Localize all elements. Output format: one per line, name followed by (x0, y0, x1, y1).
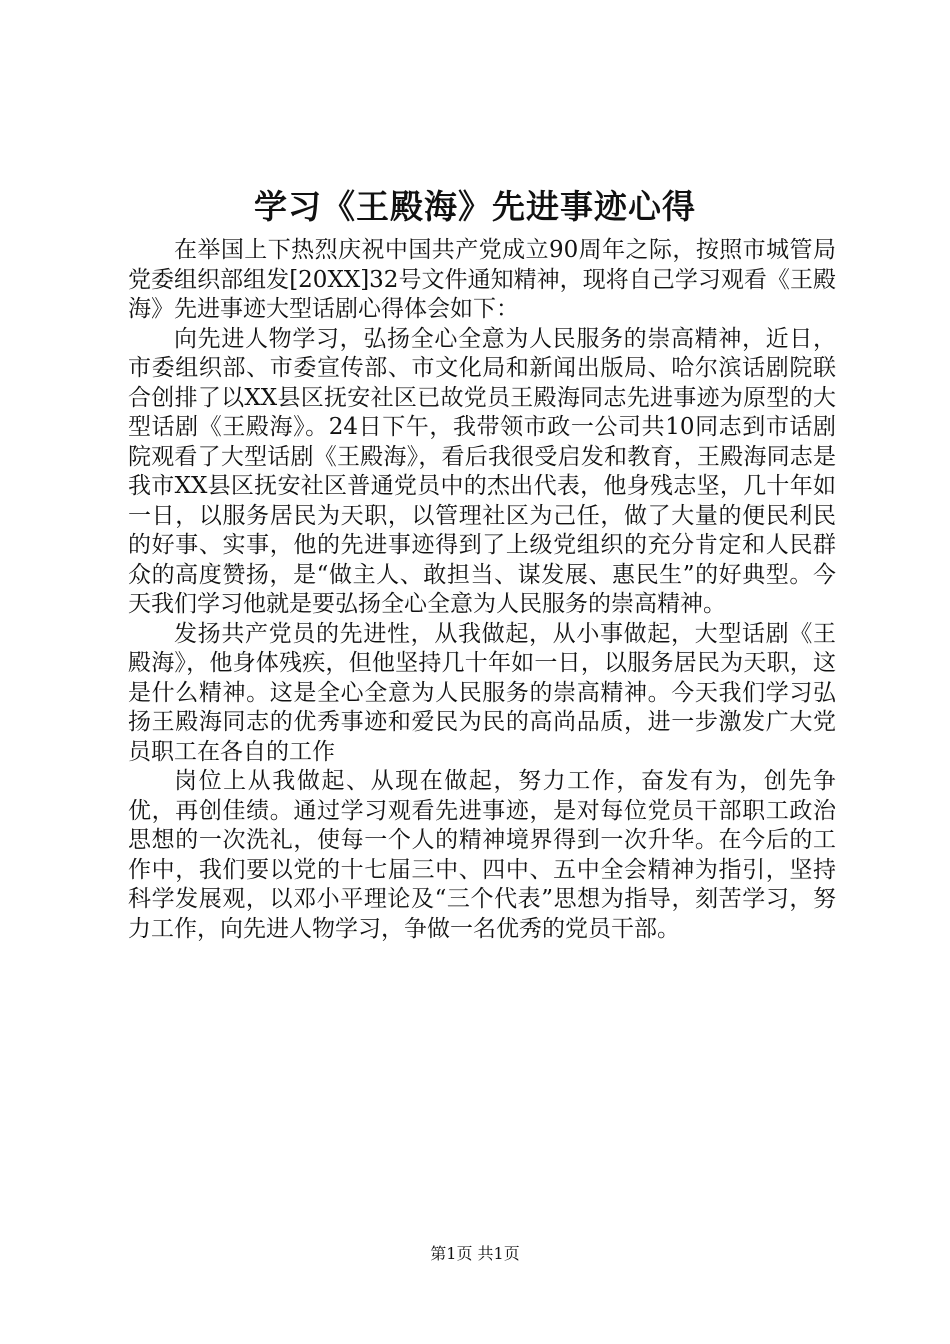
paragraph-intro: 在举国上下热烈庆祝中国共产党成立90周年之际，按照市城管局党委组织部组发[20XX]32号文件通知精神，现将自己学习观看《王殿海》先进事迹大型话剧心得体会如下： (128, 237, 836, 322)
document-title: 学习《王殿海》先进事迹心得 (254, 187, 696, 226)
page-footer: 第1页 共1页 (430, 1244, 520, 1263)
paragraph-carry-forward: 发扬共产党员的先进性，从我做起，从小事做起，大型话剧《王殿海》，他身体残疾，但他坚持几十年如一日，以服务居民为天职，这是什么精神。这是全心全意为人民服务的崇高精神。今天我们学习弘扬王殿海同志的优秀事迹和爱民为民的高尚品质，进一步激发广大党员职工在各自的工作 (128, 620, 836, 765)
paragraph-learn-from-model: 向先进人物学习，弘扬全心全意为人民服务的崇高精神，近日，市委组织部、市委宣传部、市文化局和新闻出版局、哈尔滨话剧院联合创排了以XX县区抚安社区已故党员王殿海同志先进事迹为原型的大型话剧《王殿海》。24日下午，我带领市政一公司共10同志到市话剧院观看了大型话剧《王殿海》，看后我很受启发和教育，王殿海同志是我市XX县区抚安社区普通党员中的杰出代表，他身残志坚，几十年如一日，以服务居民为天职，以管理社区为己任，做了大量的便民利民的好事、实事，他的先进事迹得到了上级党组织的充分肯定和人民群众的高度赞扬，是“做主人、敢担当、谋发展、惠民生”的好典型。今天我们学习他就是要弘扬全心全意为人民服务的崇高精神。 (128, 325, 836, 617)
document-body (128, 236, 836, 944)
paragraph-conclusion: 岗位上从我做起、从现在做起，努力工作，奋发有为，创先争优，再创佳绩。通过学习观看先进事迹，是对每位党员干部职工政治思想的一次洗礼，使每一个人的精神境界得到一次升华。在今后的工作中，我们要以党的十七届三中、四中、五中全会精神为指引，坚持科学发展观，以邓小平理论及“三个代表”思想为指导，刻苦学习，努力工作，向先进人物学习，争做一名优秀的党员干部。 (128, 768, 836, 942)
